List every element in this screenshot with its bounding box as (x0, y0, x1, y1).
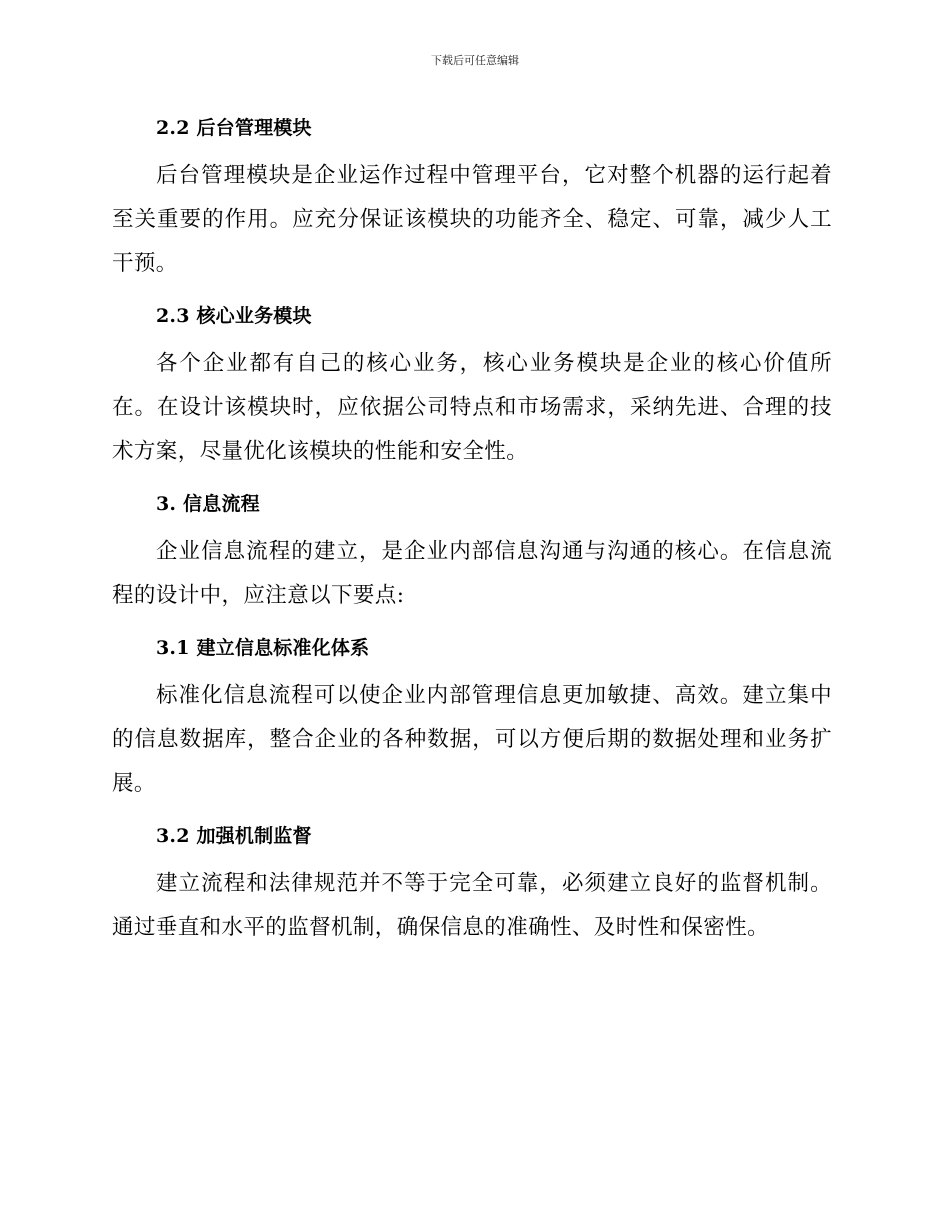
section-paragraph: 标准化信息流程可以使企业内部管理信息更加敏捷、高效。建立集中的信息数据库，整合企业的各种数据，可以方便后期的数据处理和业务扩展。 (112, 683, 832, 796)
section-paragraph: 企业信息流程的建立，是企业内部信息沟通与沟通的核心。在信息流程的设计中，应注意以下要点: (112, 539, 832, 608)
section-3-2 (112, 816, 832, 950)
page-header: 下载后可任意编辑 (431, 54, 519, 67)
document-body (112, 108, 832, 960)
section-paragraph: 各个企业都有自己的核心业务，核心业务模块是企业的核心价值所在。在设计该模块时，应依据公司特点和市场需求，采纳先进、合理的技术方案，尽量优化该模块的性能和安全性。 (112, 351, 832, 464)
section-paragraph: 建立流程和法律规范并不等于完全可靠，必须建立良好的监督机制。通过垂直和水平的监督机制，确保信息的准确性、及时性和保密性。 (112, 871, 832, 940)
section-heading: 2.2 后台管理模块 (156, 117, 312, 139)
section-heading: 3.2 加强机制监督 (156, 825, 312, 847)
section-2-2 (112, 108, 832, 286)
section-paragraph: 后台管理模块是企业运作过程中管理平台，它对整个机器的运行起着至关重要的作用。应充分保证该模块的功能齐全、稳定、可靠，减少人工干预。 (112, 163, 832, 276)
section-2-3 (112, 296, 832, 474)
section-3 (112, 484, 832, 618)
section-heading: 2.3 核心业务模块 (156, 305, 312, 327)
section-heading: 3. 信息流程 (156, 493, 260, 515)
section-heading: 3.1 建立信息标准化体系 (156, 637, 370, 659)
section-3-1 (112, 628, 832, 806)
